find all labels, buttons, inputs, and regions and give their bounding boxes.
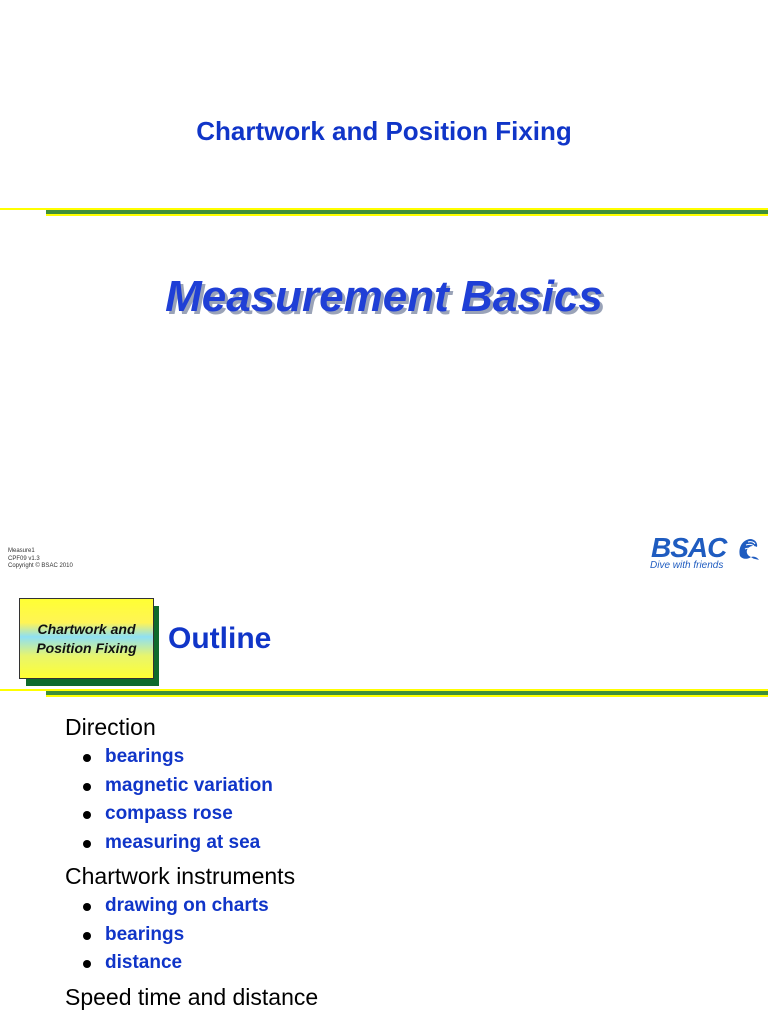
logo-name: BSAC <box>651 532 727 563</box>
main-title: Measurement Basics <box>165 272 603 321</box>
list-item-label: bearings <box>105 923 185 945</box>
section-heading: Chartwork instruments <box>65 863 296 889</box>
list-item-label: compass rose <box>105 803 233 824</box>
list-item-label: drawing on charts <box>105 895 269 916</box>
bullet-icon <box>83 811 91 819</box>
list-item-label: measuring at sea <box>105 831 261 853</box>
bsac-logo <box>648 534 762 574</box>
section-heading: Speed time and distance <box>65 983 319 1010</box>
footer-note: Copyright © BSAC 2010 <box>8 563 73 569</box>
bullet-icon <box>83 783 91 791</box>
footer-notes <box>8 548 73 571</box>
outline-slide <box>0 588 768 1024</box>
footer-note: CPF09 v1.3 <box>8 555 40 562</box>
header-rule <box>0 207 768 217</box>
outline-content <box>65 712 745 1013</box>
section-heading: Direction <box>65 714 156 740</box>
course-label-box <box>19 598 154 679</box>
list-item-label: bearings <box>105 746 185 767</box>
bullet-icon <box>83 903 91 911</box>
bullet-list <box>65 892 745 978</box>
list-item <box>83 921 745 950</box>
header-rule <box>0 688 768 698</box>
list-item <box>83 949 745 978</box>
box-label-line: Position Fixing <box>36 639 137 656</box>
outline-title: Outline <box>168 622 272 655</box>
list-item-label: distance <box>105 952 183 973</box>
list-item <box>83 772 745 801</box>
bullet-icon <box>83 754 91 762</box>
bullet-icon <box>83 960 91 968</box>
list-item <box>83 829 745 858</box>
list-item <box>83 743 745 772</box>
list-item <box>83 892 745 921</box>
box-label-line: Chartwork and <box>37 620 136 637</box>
list-item <box>83 800 745 829</box>
footer-note: Measure1 <box>8 548 35 554</box>
dolphin-icon <box>736 536 760 562</box>
logo-tagline: Dive with friends <box>650 560 724 571</box>
bullet-list <box>65 743 745 857</box>
bullet-icon <box>83 932 91 940</box>
course-title: Chartwork and Position Fixing <box>196 116 572 146</box>
list-item-label: magnetic variation <box>105 774 273 796</box>
bullet-icon <box>83 840 91 848</box>
